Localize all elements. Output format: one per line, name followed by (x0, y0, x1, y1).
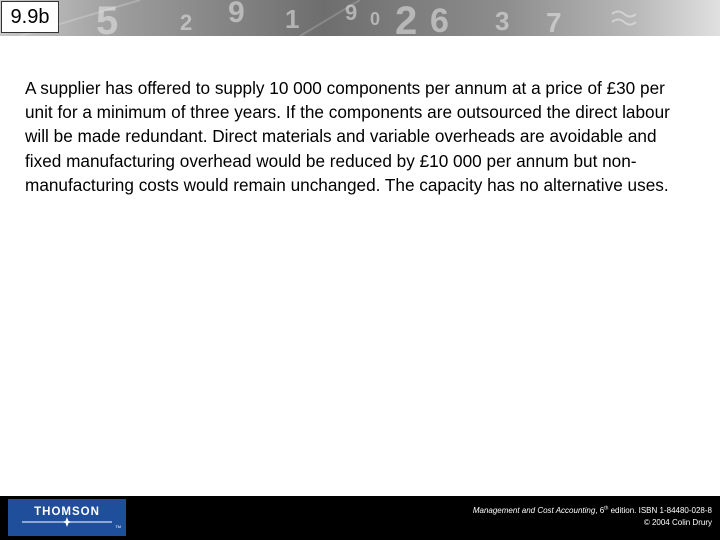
banner-numbers-graphic (0, 0, 720, 36)
banner-digit: 1 (285, 4, 300, 34)
problem-text: A supplier has offered to supply 10 000 components per annum at a price of £30 per unit for a minimum of three years. If the components are outsourced the direct labour will be made redundant. Direct materials and variable overheads are avoidable and fixed manufacturing overhead would be reduced by £10 000 per annum but non-manufacturing costs would remain unchanged. The capacity has no alternative uses. (25, 78, 670, 195)
banner-digit: 9 (228, 0, 245, 29)
footer-credit (473, 505, 712, 529)
footer-bar (0, 496, 720, 540)
logo-text: THOMSON (34, 506, 100, 518)
banner-digit: 0 (370, 9, 381, 29)
trademark-mark: TM (115, 524, 121, 529)
banner-digit: 7 (546, 7, 562, 36)
banner-digit: 6 (430, 2, 449, 36)
edition-number: 6 (599, 506, 605, 515)
edition-suffix: th (604, 505, 609, 512)
book-citation: Management and Cost Accounting, 6th edition. ISBN 1-84480-028-8 (472, 505, 712, 515)
banner-digit: 9 (345, 0, 358, 25)
thomson-logo (8, 499, 126, 536)
book-title: Management and Cost Accounting (472, 506, 596, 515)
edition-isbn: edition. ISBN 1-84480-028-8 (608, 506, 712, 515)
banner-digit: 3 (495, 6, 510, 36)
banner-digit: 2 (395, 0, 418, 36)
copyright-line: © 2004 Colin Drury (643, 518, 712, 527)
header-banner (0, 0, 720, 36)
banner-digit: 2 (180, 10, 193, 35)
slide-number-label: 9.9b (1, 1, 59, 33)
banner-digit: 5 (96, 0, 119, 36)
